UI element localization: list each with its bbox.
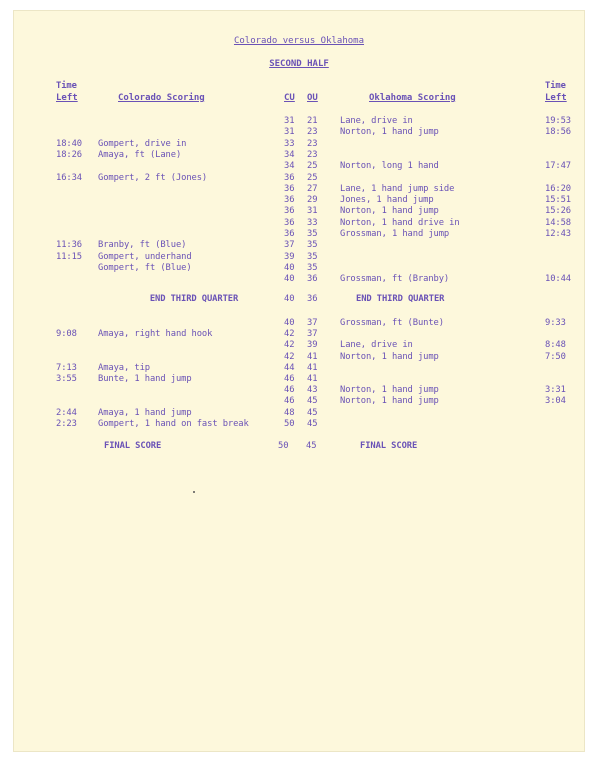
row-cu-score: 46 bbox=[284, 374, 295, 384]
row-cu-time: 11:15 bbox=[56, 251, 82, 262]
row-ou-play: Grossman, 1 hand jump bbox=[340, 229, 450, 239]
row-ou-time: 17:47 bbox=[545, 161, 571, 172]
final-cu: 50 bbox=[278, 441, 289, 451]
row-cu-score: 46 bbox=[284, 396, 295, 407]
row-cu-play: Gompert, ft (Blue) bbox=[98, 262, 192, 273]
row-ou-score: 29 bbox=[307, 195, 318, 206]
row-ou-score: 23 bbox=[307, 127, 318, 138]
cu-header: CU bbox=[284, 93, 295, 103]
row-cu-time: 2:23 bbox=[56, 418, 77, 429]
paper-sheet bbox=[14, 11, 584, 751]
row-cu-time: 7:13 bbox=[56, 362, 77, 373]
row-cu-score: 31 bbox=[284, 127, 295, 138]
row-cu-play: Gompert, underhand bbox=[98, 251, 192, 262]
row-cu-score: 33 bbox=[284, 138, 295, 149]
row-cu-play: Amaya, ft (Lane) bbox=[98, 149, 182, 160]
row-cu-play: Amaya, 1 hand jump bbox=[98, 407, 192, 418]
row-ou-play: Norton, long 1 hand bbox=[340, 161, 439, 172]
row-ou-time: 7:50 bbox=[545, 351, 566, 362]
row-cu-time: 9:08 bbox=[56, 329, 77, 340]
row-ou-score: 35 bbox=[307, 240, 318, 251]
row-cu-score: 36 bbox=[284, 217, 295, 228]
row-ou-score: 35 bbox=[307, 229, 318, 239]
row-ou-score: 37 bbox=[307, 329, 318, 340]
row-ou-score: 35 bbox=[307, 251, 318, 262]
row-ou-score: 25 bbox=[307, 172, 318, 183]
row-ou-play: Grossman, ft (Branby) bbox=[340, 274, 450, 285]
row-ou-time: 9:33 bbox=[545, 318, 566, 328]
row-cu-time: 18:40 bbox=[56, 138, 82, 149]
row-cu-score: 42 bbox=[284, 351, 295, 362]
ou-header: OU bbox=[307, 93, 318, 103]
row-ou-play: Norton, 1 hand jump bbox=[340, 206, 439, 217]
row-ou-play: Jones, 1 hand jump bbox=[340, 195, 434, 206]
row-cu-play: Branby, ft (Blue) bbox=[98, 240, 187, 251]
row-cu-score: 42 bbox=[284, 340, 295, 351]
row-cu-score: 37 bbox=[284, 240, 295, 251]
row-ou-play: Grossman, ft (Bunte) bbox=[340, 318, 444, 328]
final-score-left: FINAL SCORE bbox=[104, 441, 162, 451]
row-ou-time: 8:48 bbox=[545, 340, 566, 351]
row-cu-score: 36 bbox=[284, 172, 295, 183]
row-ou-score: 25 bbox=[307, 161, 318, 172]
time-left-header-line2: Left bbox=[56, 93, 78, 103]
row-cu-score: 48 bbox=[284, 407, 295, 418]
row-ou-score: 41 bbox=[307, 374, 318, 384]
row-cu-score: 34 bbox=[284, 149, 295, 160]
row-ou-time: 12:43 bbox=[545, 229, 571, 239]
row-ou-score: 31 bbox=[307, 206, 318, 217]
row-ou-play: Lane, 1 hand jump side bbox=[340, 183, 455, 194]
paper-speck bbox=[193, 491, 195, 493]
row-cu-play: Gompert, 2 ft (Jones) bbox=[98, 172, 208, 183]
row-cu-score: 36 bbox=[284, 195, 295, 206]
oklahoma-scoring-header: Oklahoma Scoring bbox=[369, 93, 456, 103]
row-ou-score: 35 bbox=[307, 262, 318, 273]
row-cu-score: 36 bbox=[284, 229, 295, 239]
end-third-right: END THIRD QUARTER bbox=[356, 294, 445, 304]
time-right-header-line1: Time bbox=[545, 81, 566, 91]
row-ou-play: Norton, 1 hand jump bbox=[340, 385, 439, 396]
end-third-cu: 40 bbox=[284, 294, 295, 304]
row-ou-time: 3:04 bbox=[545, 396, 566, 407]
row-ou-score: 45 bbox=[307, 418, 318, 429]
row-ou-score: 33 bbox=[307, 217, 318, 228]
row-cu-score: 34 bbox=[284, 161, 295, 172]
row-ou-play: Norton, 1 hand jump bbox=[340, 351, 439, 362]
row-cu-play: Bunte, 1 hand jump bbox=[98, 374, 192, 384]
row-ou-score: 41 bbox=[307, 362, 318, 373]
final-ou: 45 bbox=[306, 441, 317, 451]
row-cu-play: Gompert, drive in bbox=[98, 138, 187, 149]
row-ou-time: 18:56 bbox=[545, 127, 571, 138]
end-third-left: END THIRD QUARTER bbox=[149, 294, 239, 304]
row-cu-score: 36 bbox=[284, 206, 295, 217]
row-cu-score: 40 bbox=[284, 274, 295, 285]
colorado-scoring-header: Colorado Scoring bbox=[118, 93, 205, 103]
row-ou-score: 39 bbox=[307, 340, 318, 351]
row-cu-time: 11:36 bbox=[56, 240, 82, 251]
row-cu-score: 42 bbox=[284, 329, 295, 340]
row-ou-score: 21 bbox=[307, 116, 318, 126]
page-title: Colorado versus Oklahoma bbox=[233, 36, 365, 46]
row-cu-time: 16:34 bbox=[56, 172, 82, 183]
row-ou-time: 15:26 bbox=[545, 206, 571, 217]
row-ou-score: 41 bbox=[307, 351, 318, 362]
row-ou-play: Lane, drive in bbox=[340, 340, 413, 351]
row-ou-time: 15:51 bbox=[545, 195, 571, 206]
row-ou-score: 45 bbox=[307, 407, 318, 418]
section-title: SECOND HALF bbox=[269, 59, 329, 69]
row-ou-score: 23 bbox=[307, 149, 318, 160]
row-ou-score: 23 bbox=[307, 138, 318, 149]
time-left-header-line1: Time bbox=[56, 81, 77, 91]
row-ou-time: 14:58 bbox=[545, 217, 571, 228]
row-cu-score: 39 bbox=[284, 251, 295, 262]
row-cu-score: 50 bbox=[284, 418, 295, 429]
row-cu-score: 36 bbox=[284, 183, 295, 194]
row-cu-time: 3:55 bbox=[56, 374, 77, 384]
row-ou-score: 43 bbox=[307, 385, 318, 396]
row-cu-play: Gompert, 1 hand on fast break bbox=[98, 418, 249, 429]
row-ou-play: Norton, 1 hand jump bbox=[340, 396, 439, 407]
row-ou-play: Norton, 1 hand drive in bbox=[340, 217, 460, 228]
row-cu-play: Amaya, tip bbox=[98, 362, 150, 373]
row-ou-time: 16:20 bbox=[545, 183, 571, 194]
row-ou-play: Norton, 1 hand jump bbox=[340, 127, 439, 138]
row-ou-time: 10:44 bbox=[545, 274, 571, 285]
row-ou-score: 27 bbox=[307, 183, 318, 194]
row-cu-play: Amaya, right hand hook bbox=[98, 329, 213, 340]
row-cu-time: 18:26 bbox=[56, 149, 82, 160]
row-cu-time: 2:44 bbox=[56, 407, 77, 418]
row-cu-score: 46 bbox=[284, 385, 295, 396]
row-cu-score: 40 bbox=[284, 318, 295, 328]
row-ou-play: Lane, drive in bbox=[340, 116, 413, 126]
row-cu-score: 40 bbox=[284, 262, 295, 273]
row-cu-score: 31 bbox=[284, 116, 295, 126]
row-ou-time: 19:53 bbox=[545, 116, 571, 126]
row-ou-score: 37 bbox=[307, 318, 318, 328]
final-score-right: FINAL SCORE bbox=[360, 441, 418, 451]
row-ou-score: 45 bbox=[307, 396, 318, 407]
row-ou-time: 3:31 bbox=[545, 385, 566, 396]
row-ou-score: 36 bbox=[307, 274, 318, 285]
end-third-ou: 36 bbox=[307, 294, 318, 304]
row-cu-score: 44 bbox=[284, 362, 295, 373]
time-right-header-line2: Left bbox=[545, 93, 567, 103]
